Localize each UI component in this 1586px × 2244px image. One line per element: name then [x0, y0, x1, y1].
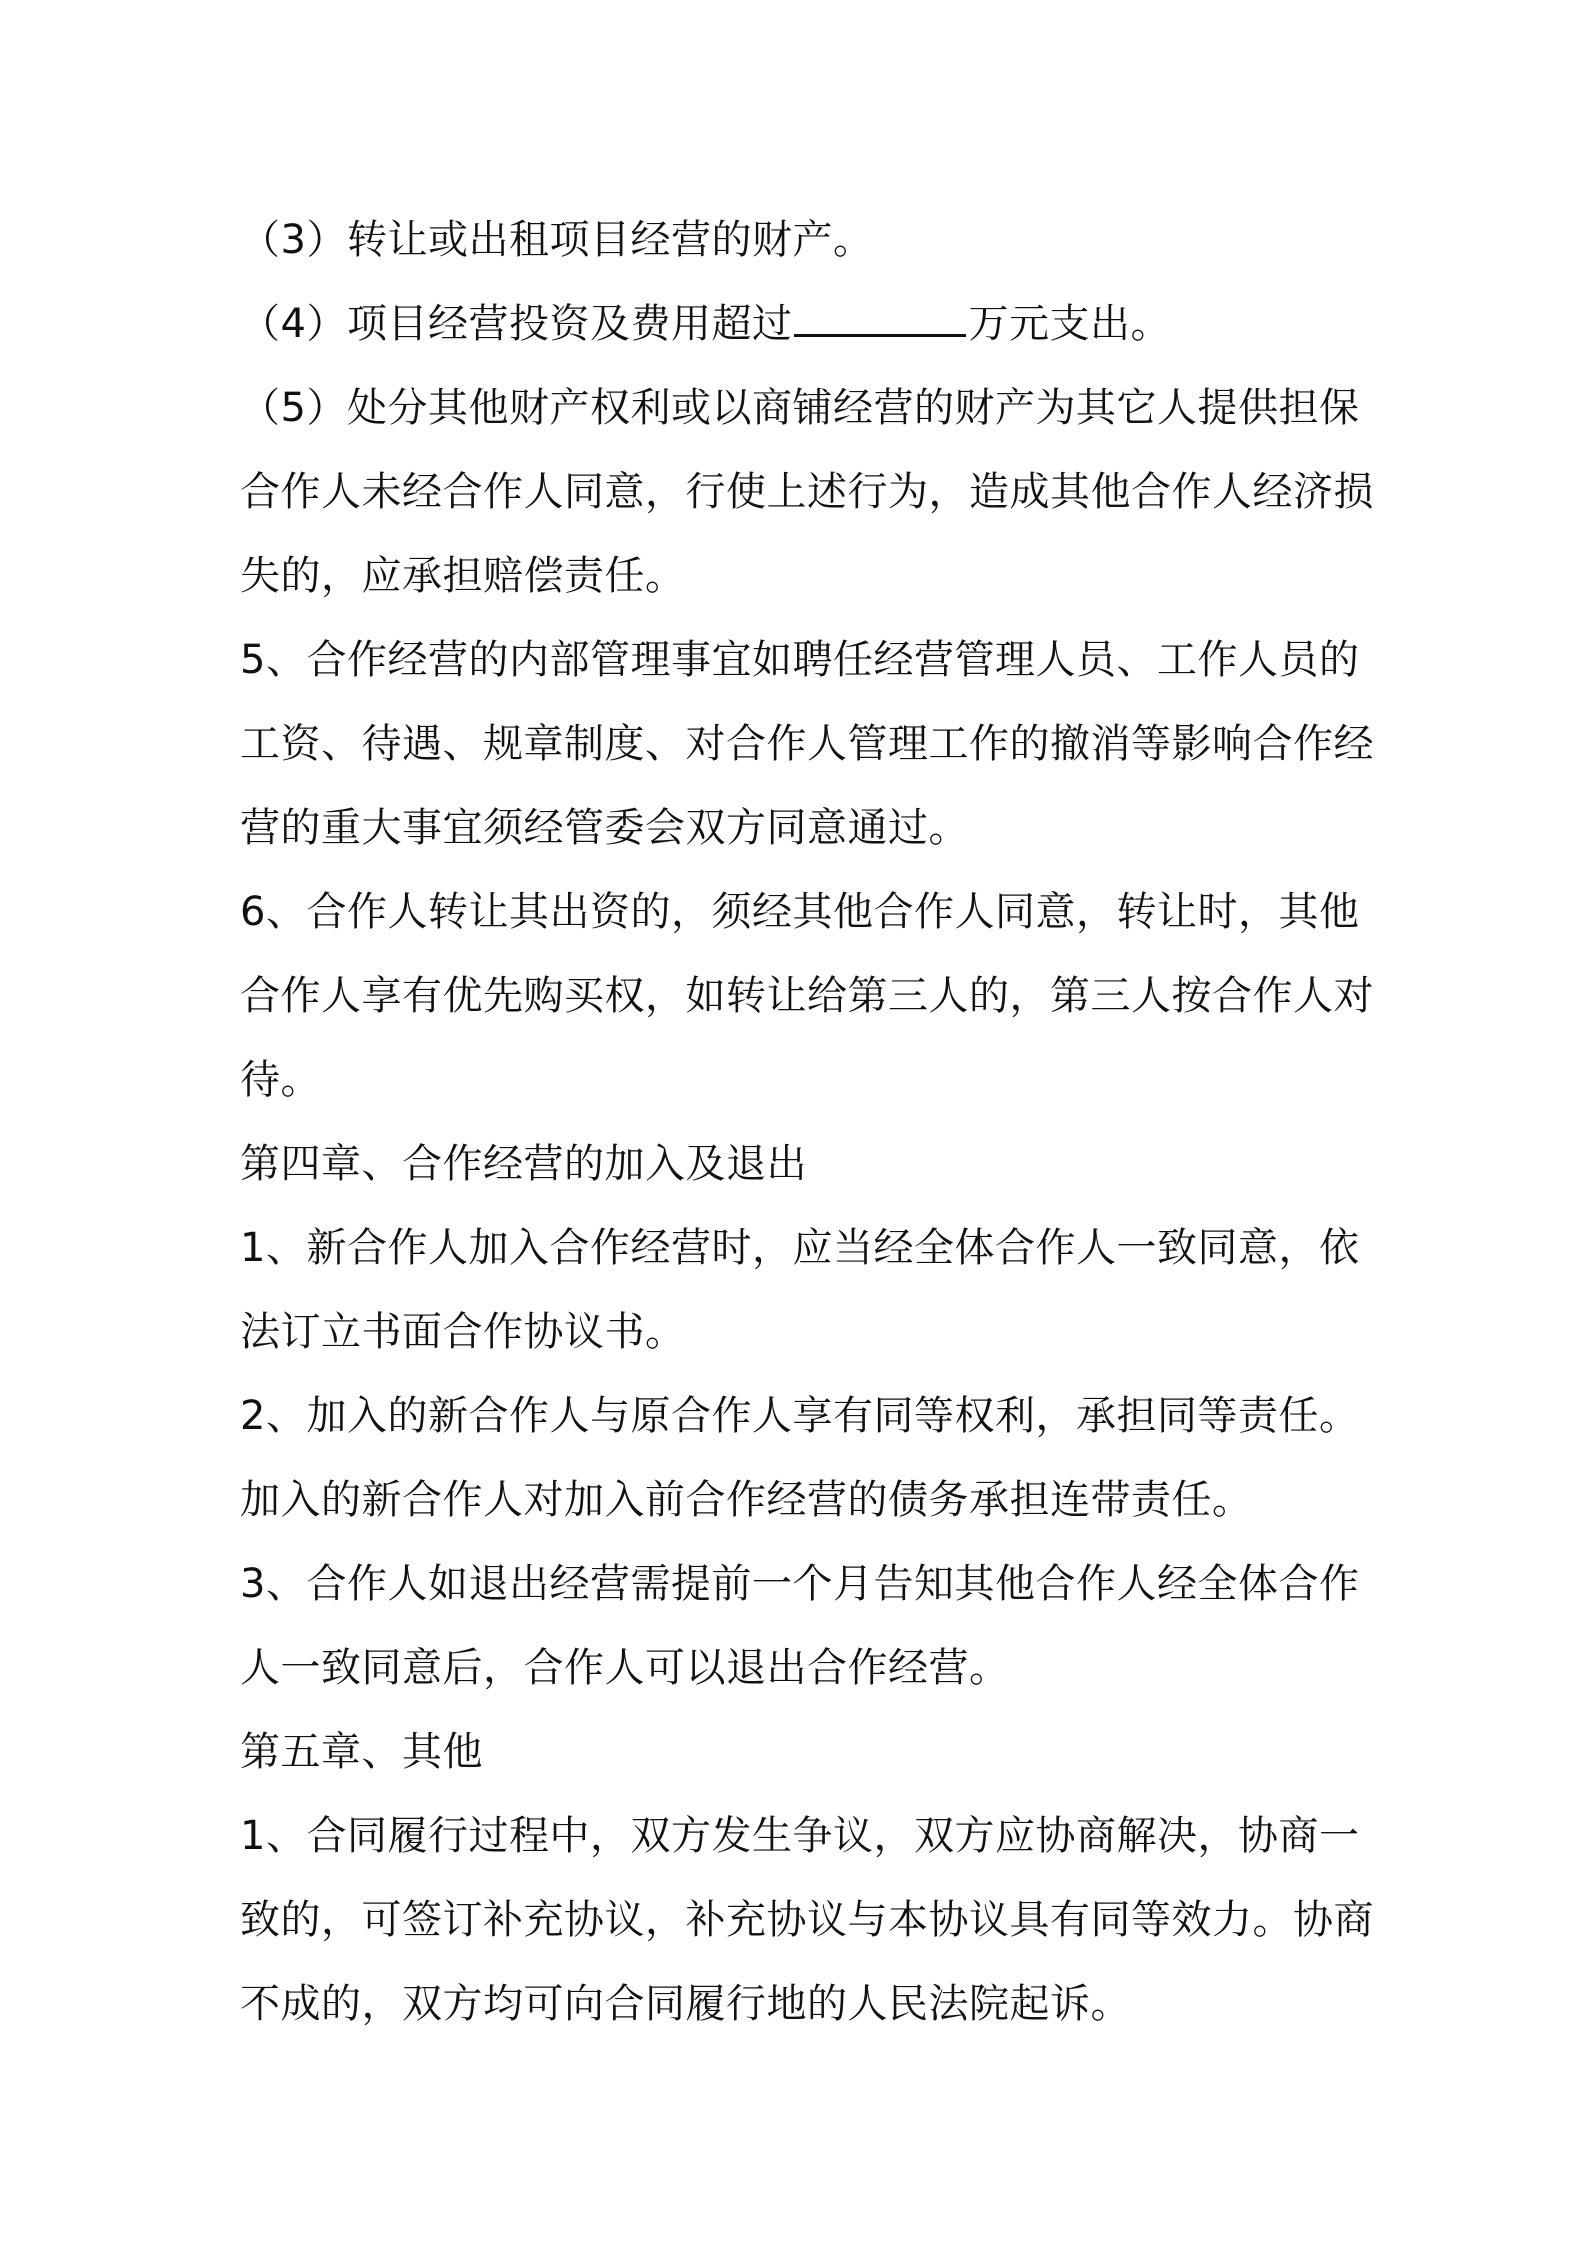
paragraph-line: 失的，应承担赔偿责任。 — [240, 553, 686, 599]
paragraph-line: 工资、待遇、规章制度、对合作人管理工作的撤消等影响合作经 — [240, 721, 1374, 767]
paragraph-line: 加入的新合作人对加入前合作经营的债务承担连带责任。 — [240, 1477, 1253, 1523]
paragraph-line: 合作人未经合作人同意，行使上述行为，造成其他合作人经济损 — [240, 469, 1374, 515]
chapter-4-heading: 第四章、合作经营的加入及退出 — [240, 1141, 807, 1187]
paragraph-line: 不成的，双方均可向合同履行地的人民法院起诉。 — [240, 1981, 1131, 2027]
chapter-4-item-3: 3、合作人如退出经营需提前一个月告知其他合作人经全体合作 — [240, 1561, 1360, 1607]
clause-5: （5）处分其他财产权利或以商铺经营的财产为其它人提供担保 — [240, 385, 1360, 431]
item-6: 6、合作人转让其出资的，须经其他合作人同意，转让时，其他 — [240, 889, 1360, 935]
paragraph-line: 法订立书面合作协议书。 — [240, 1309, 686, 1355]
amount-blank — [794, 300, 966, 337]
chapter-5-item-1: 1、合同履行过程中，双方发生争议，双方应协商解决，协商一 — [240, 1813, 1360, 1859]
paragraph-line: 待。 — [240, 1057, 321, 1103]
document-page — [240, 198, 1374, 2046]
clause-3: （3）转让或出租项目经营的财产。 — [240, 217, 874, 263]
paragraph-line: 人一致同意后，合作人可以退出合作经营。 — [240, 1645, 1010, 1691]
paragraph-line: 致的，可签订补充协议，补充协议与本协议具有同等效力。协商 — [240, 1897, 1374, 1943]
item-5: 5、合作经营的内部管理事宜如聘任经营管理人员、工作人员的 — [240, 637, 1360, 683]
chapter-5-heading: 第五章、其他 — [240, 1729, 483, 1775]
clause-4 — [240, 282, 1360, 366]
chapter-4-item-2: 2、加入的新合作人与原合作人享有同等权利，承担同等责任。 — [240, 1393, 1360, 1439]
clause-4-prefix: （4）项目经营投资及费用超过 — [240, 301, 793, 347]
chapter-4-item-1: 1、新合作人加入合作经营时，应当经全体合作人一致同意，依 — [240, 1225, 1360, 1271]
paragraph-line: 合作人享有优先购买权，如转让给第三人的，第三人按合作人对 — [240, 973, 1374, 1019]
paragraph-line: 营的重大事宜须经管委会双方同意通过。 — [240, 805, 969, 851]
clause-4-suffix: 万元支出。 — [968, 301, 1171, 347]
